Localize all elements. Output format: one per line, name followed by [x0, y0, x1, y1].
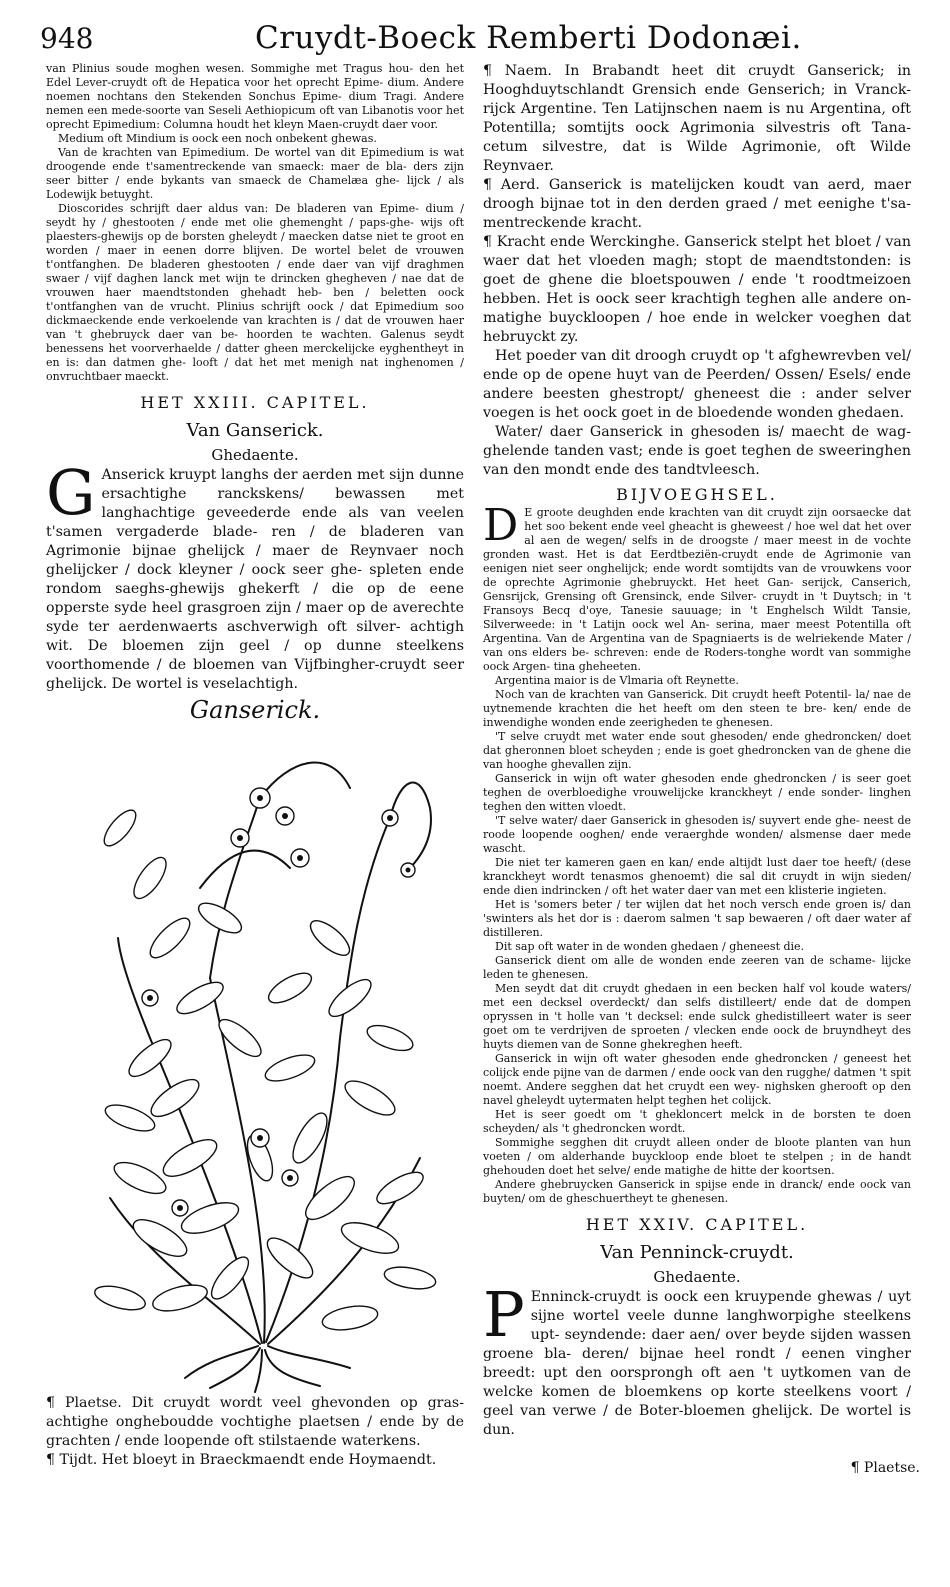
bijvoeghsel-paragraph-13: Het is seer goedt om 't ghekloncert melck in de borsten te doen scheyden/ als 't ghedroncken wordt.	[483, 1108, 911, 1135]
page-header	[40, 18, 920, 62]
bijvoeghsel-paragraph-11: Men seydt dat dit cruydt ghedaen in een becken half vol koude waters/ met een decksel overdeckt/ dan selfs distilleert/ ende dat de dompen opryssen in 't holle van 't decksel: ende sulck ghedistilleert water is seer goet om te verdrijven de sproeten / vlecken ende oock de bruyndheyt des huyts diemen van de Sonne ghekreghen heeft.	[483, 982, 911, 1051]
dioscorides-paragraph: Dioscorides schrijft daer aldus van: De bladeren van Epime- dium / seydt hy / ghestooten / ende met olie ghemenght / paps-ghe- wijs oft plaesters-ghewijs op de borsten gheleydt / maecken datse niet te groot en worden / maer in eenen dorre blijven. De wortel belet de vrouwen t'ontfanghen. De bladeren ghestooten / ende daer van vijf draghmen swaer / vijf daghen lanck met wijn te drincken ghegheven / nae dat de vrouwen haer maendtstonden ghehadt heb- ben / beletten oock t'ontfanghen van de vrucht. Plinius schrijft oock / dat Epimedium soo dickmaeckende ende verkoelende van krachten is / dat de vrouwen haer van 't ghebruyck daer van be- hoorden te wachten. Galenus seydt benessens het voorverhaelde / datter gheen merckelijcke eyghentheyt in en is: dan datmen ghe- looft / dat het met menigh nat inghenomen / onvruchtbaer maeckt.	[46, 202, 464, 383]
bijvoeghsel-heading: BIJVOEGHSEL.	[616, 485, 778, 504]
drop-cap: D	[483, 500, 519, 551]
bijvoeghsel-paragraph-2: Argentina maior is de Vlmaria oft Reynette.	[495, 674, 739, 687]
bijvoeghsel-paragraph-7: Die niet ter kameren gaen en kan/ ende altijdt lust daer toe heeft/ (dese kranckheyt wordt tenasmos ghenoemt) die sal dit cruydt in wijn sieden/ ende dien indrincken / oft het water daer van met een klisterie ingieten.	[483, 856, 911, 897]
ganserick-woodcut-illustration	[90, 738, 442, 1393]
bijvoeghsel-paragraph-12: Ganserick in wijn oft water ghesoden ende ghedroncken / geneest het colijck ende pijne van de darmen / ende oock van den rugghe/ datmen 't spit noemt. Andere segghen dat het cruydt een wey- nighsken gherooft op den navel gheleydt uytermaten helpt teghen het colijck.	[483, 1052, 911, 1107]
right-column	[483, 62, 911, 1440]
bijvoeghsel-paragraph-15: Andere ghebruycken Ganserick in spijse ende in dranck/ ende oock van buyten/ om de gheschuertheyt te ghenesen.	[483, 1178, 911, 1205]
section-heading-ghedaente-2: Ghedaente.	[653, 1268, 741, 1286]
penninck-description	[483, 1278, 911, 1440]
bijvoeghsel-paragraph-8: Het is 'somers beter / ter wijlen dat het noch versch ende groen is/ dan 'swinters als het dor is : daerom salmen 't sap bewaeren / oft daer water af distilleren.	[483, 898, 911, 939]
section-heading-ghedaente: Ghedaente.	[211, 446, 299, 464]
tijdt-paragraph: ¶ Tijdt. Het bloeyt in Braeckmaendt ende Hoymaendt.	[46, 1452, 437, 1468]
bijvoeghsel-paragraph-14: Sommighe segghen dit cruydt alleen onder de bloote planten van hun voeten / om alderhande buyckloop ende bloet te stelpen ; in de handt ghehouden doet het selve/ ende matighe de hitte der koortsen.	[483, 1136, 911, 1177]
left-column	[46, 62, 464, 726]
bijvoeghsel-paragraph-1-text: E groote deughden ende krachten van dit cruydt zijn oorsaecke dat het soo bekent ende veel gheacht is gheweest / hoe wel dat het over al aen de wegen/ selfs in de droogste / maer meest in de vochte gronden wast. Het is dat Eerdtbeziën-cruydt ende de Agrimonie van eenigen niet seer onghelijck; ende wordt somtijdts van de vrouwkens voor de oprechte Agrimonie ghebruyckt. Het heet Gan- serijck, Canserich, Gensrijck, Grensing oft Grensinck, ende Silver- cruydt in 't Duytsch; in 't Fransoys Becq d'oye, Tanesie sauuage; in 't Enghelsch Wildt Tansie, Silverweede: in 't Latijn oock wel An- serina, maer meest Potentilla oft Argentina. Van de Argentina van de Spagniaerts is de welriekende Mater / van ons elders be- schreven: ende de Roders-tonghe wordt van sommighe oock Argen- tina gheheeten.	[483, 506, 911, 673]
bijvoeghsel-paragraph-6: 'T selve water/ daer Ganserick in ghesoden is/ suyvert ende ghe- neest de roode loopende ooghen/ ende veraerghde wonden/ alsmense daer mede wascht.	[483, 814, 911, 855]
chapter-subtitle: Van Ganserick.	[186, 420, 324, 441]
drop-cap: G	[46, 456, 96, 529]
chapter-heading-xxiii: HET XXIII. CAPITEL.	[140, 393, 370, 412]
bijvoeghsel-paragraph-9: Dit sap oft water in de wonden ghedaen / gheneest die.	[495, 940, 805, 953]
chapter-subtitle-2: Van Penninck-cruydt.	[600, 1242, 794, 1263]
water-paragraph: Water/ daer Ganserick in ghesoden is/ maecht de wag- ghelende tanden vast; ende is goet teghen de sweeringhen van den mondt ende des tandtvleesch.	[483, 424, 911, 478]
aerd-paragraph: ¶ Aerd. Ganserick is matelijcken koudt van aerd, maer droogh bijnae tot in den derden graed / met eenighe t'sa- mentreckende kracht.	[483, 177, 911, 231]
poeder-paragraph: Het poeder van dit droogh cruydt op 't afghewrevben vel/ ende op de opene huyt van de Peerden/ Ossen/ Esels/ ende andere beesten ghestropt/ gheneest die : ander selver voegen is het oock goet in de bloedende wonden ghedaen.	[483, 348, 911, 421]
bijvoeghsel-paragraph-1	[483, 500, 911, 674]
epimedium-virtues-paragraph: Van de krachten van Epimedium. De wortel van dit Epimedium is wat droogende ende t'samentreckende van smaeck: maer de bla- ders zijn seer bitter / ende bykants van smaeck de Chamelæa ghe- lijck / als Lodewijk betuyght.	[46, 146, 464, 201]
bijvoeghsel-paragraph-4: 'T selve cruydt met water ende sout ghesoden/ ende ghedroncken/ doet dat gheronnen bloet scheyden ; ende is goet ghedroncken van de ghene die van hooghe ghevallen zijn.	[483, 730, 911, 771]
left-column-bottom	[46, 1394, 464, 1470]
epimedium-names-paragraph: van Plinius soude moghen wesen. Sommighe met Tragus hou- den het Edel Lever-cruydt oft de Hepatica voor het oprecht Epime- dium. Andere noemen nochtans den Stekenden Sonchus Epime- dium Tragi. Andere nemen een mede-soorte van Seseli Aethiopicum oft van Libanotis voor het oprecht Epimedium: Columna houdt het kleyn Maen-cruydt daer voor.	[46, 62, 464, 131]
drop-cap: P	[483, 1278, 525, 1351]
chapter-heading-xxiv: HET XXIV. CAPITEL.	[585, 1215, 809, 1234]
running-title: Cruydt-Boeck Remberti Dodonæi.	[255, 20, 802, 56]
naem-paragraph: ¶ Naem. In Brabandt heet dit cruydt Ganserick; in Hooghduytschlandt Grensich ende Genserich; in Vranck- rijck Argentine. Ten Latijnschen naem is nu Argentina, oft Potentilla; somtijts oock Agrimonia silvestris oft Tana- cetum silvestre, dat is Wilde Agrimonie, oft Wilde Reynvaer.	[483, 63, 911, 174]
penninck-description-text: Enninck-cruydt is oock een kruypende ghewas / uyt sijne wortel veele dunne langhworpighe steelkens upt- seyndende: daer aen/ over beyde sijden wassen groene bla- deren/ bijnae heel rondt / eenen vingher breedt: upt den oorsprongh oft aen 't uytkomen van de welcke komen de bloemkens op korte steelkens voort / geel van verwe / de Boter-bloemen ghelijck. De wortel is dun.	[483, 1289, 911, 1438]
bijvoeghsel-paragraph-5: Ganserick in wijn oft water ghesoden ende ghedroncken / is seer goet teghen de overbloedighe vrouwelijcke kranckheyt / ende sonder- linghen teghen den witten vloedt.	[483, 772, 911, 813]
ganserick-description-text: Anserick kruypt langhs der aerden met sijn dunne ersachtighe ranckskens/ bewassen met langhachtige geveederde ende als van veelen t'samen vergaderde blade- ren / de bladeren van Agrimonie bijnae ghelijck / maer de Reynvaer noch ghelijcker / dock kleyner / oock seer ghe- spleten ende rondom saeghs-ghewijs ghekerft / die op de eene opperste syde heel grasgroen zijn / maer op de averechte syde ter aerdenwaerts aschverwigh oft silver- achtigh wit. De bloemen zijn geel / op dunne steelkens voorthomende / de bloemen van Vijfbingher-cruydt seer ghelijck. De wortel is veselachtigh.	[46, 467, 464, 692]
medium-paragraph: Medium oft Mindium is oock een noch onbekent ghewas.	[58, 132, 377, 145]
bijvoeghsel-paragraph-10: Ganserick dient om alle de wonden ende zeeren van de schame- lijcke leden te ghenesen.	[483, 954, 911, 981]
page-number: 948	[40, 22, 94, 55]
plant-illustration-caption: Ganserick.	[189, 696, 321, 724]
catchword: ¶ Plaetse.	[850, 1460, 920, 1476]
bijvoeghsel-paragraph-3: Noch van de krachten van Ganserick. Dit cruydt heeft Potentil- la/ nae de uytnemende krachten die het heeft om den steen te bre- ken/ ende de inwendighe wonden ende zeerigheden te ghenesen.	[483, 688, 911, 729]
plaetse-paragraph: ¶ Plaetse. Dit cruydt wordt veel ghevonden op gras- achtighe ongheboudde vochtighe plaetsen / ende by de grachten / ende loopende oft stilstaende waterkens.	[46, 1395, 464, 1449]
kracht-paragraph: ¶ Kracht ende Werckinghe. Ganserick stelpt het bloet / van waer dat het vloeden magh; stopt de maendtstonden: is goet de ghene die bloetspouwen / ende 't roodtmeizoen hebben. Het is oock seer krachtigh teghen alle andere on- matighe buyckloopen / hoe ende in welcker voeghen dat hebruyckt zy.	[483, 234, 911, 345]
ganserick-description	[46, 456, 464, 694]
